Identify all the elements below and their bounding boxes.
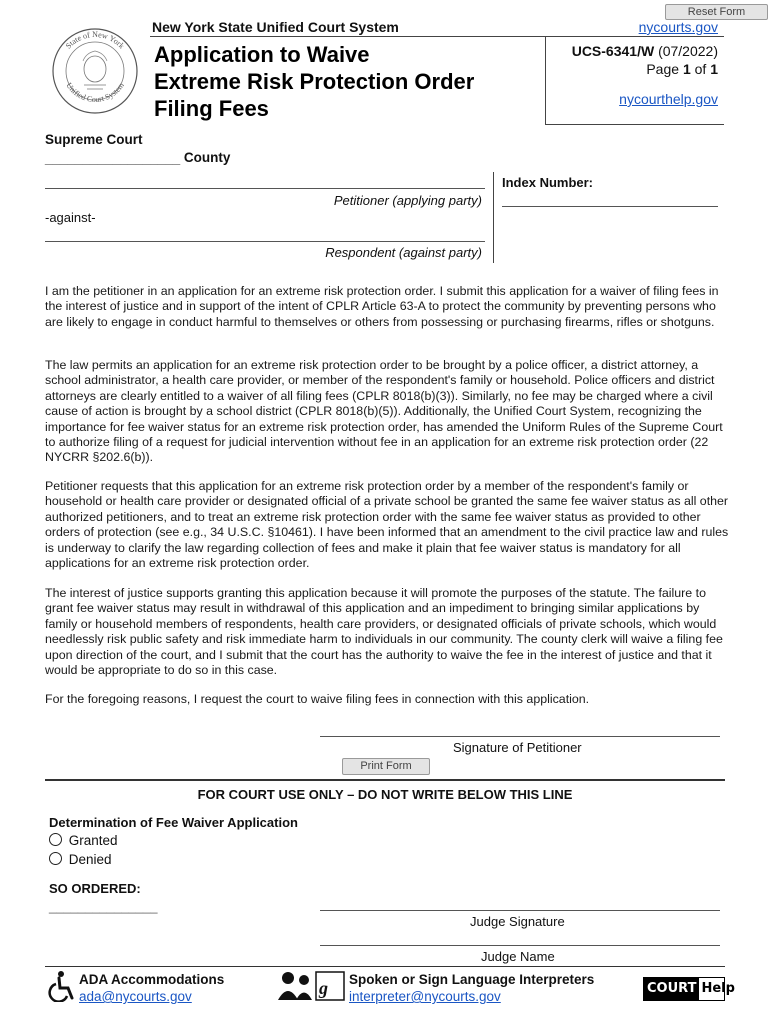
petitioner-signature-label: Signature of Petitioner (453, 740, 582, 755)
svg-text:State of New York: State of New York (63, 29, 127, 51)
body-paragraph-2: The law permits an application for an extreme risk protection order to be brought by a police officer, a district attorney, a school administrator, a health care provider, or member of the respondent's family or household. Police officers and district attorneys are clearly entitled to a waiver of all filing fees (CPLR 8018(b)(3)). Similarly, no fee may be charged where a civil cause of action is brought by a school district (CPLR 8018(b)(5)). Additionally, the Unified Court System, recognizing the importance for fee waiver status for an extreme risk protection order, has amended the Uniform Rules of the Supreme Court to authorize filing of a request for judicial intervention without fee in an application for an extreme risk protection order (22 NYCRR §202.6(b)). (45, 358, 723, 465)
form-number-code: UCS-6341/W (571, 43, 655, 59)
header-rule (150, 36, 724, 37)
against-label: -against- (45, 210, 96, 225)
nys-court-seal (51, 27, 139, 115)
courthelp-logo-help: Help (701, 981, 735, 996)
svg-text:Unified Court System: Unified Court System (64, 80, 126, 104)
so-ordered-label: SO ORDERED: (49, 881, 141, 896)
page-current: 1 (682, 61, 691, 77)
granted-radio[interactable] (49, 833, 62, 846)
denied-option[interactable] (49, 852, 112, 867)
courthelp-logo-court: COURT (644, 978, 699, 1000)
reset-form-button[interactable]: Reset Form (665, 4, 768, 20)
body-paragraph-3: Petitioner requests that this application for an extreme risk protection order by a member of the respondent's family or household or health care provider or designated official of a private school be granted the same fee waiver status as all other authorized petitioners, and to treat an extreme risk protection order with the same fee waiver status as provided to other orders of protection (see e.g., 34 U.S.C. §10461). I have been informed that an amendment to the civil practice law and rules is underway to clarify the law regarding collection of fees and make it plain that fee waiver status is mandatory for all applications for an extreme risk protection order. (45, 479, 729, 571)
court-system-name: New York State Unified Court System (152, 19, 399, 35)
print-form-button[interactable]: Print Form (342, 758, 430, 775)
nycourts-link[interactable]: nycourts.gov (638, 19, 718, 35)
respondent-label: Respondent (against party) (325, 245, 482, 260)
form-number-date: (07/2022) (658, 43, 718, 59)
page-of: of (694, 61, 707, 77)
page-prefix: Page (646, 61, 680, 77)
form-title-line-2: Extreme Risk Protection Order (154, 69, 475, 94)
ada-title: ADA Accommodations (79, 972, 225, 987)
form-title-line-3: Filing Fees (154, 96, 269, 121)
court-use-rule (45, 779, 725, 781)
denied-radio[interactable] (49, 852, 62, 865)
header-divider (545, 36, 546, 124)
body-paragraph-5: For the foregoing reasons, I request the court to waive filing fees in connection with this application. (45, 692, 590, 706)
denied-label: Denied (68, 852, 112, 867)
petitioner-signature-field[interactable] (320, 736, 720, 737)
court-name: Supreme Court (45, 132, 143, 147)
body-paragraph-1: I am the petitioner in an application for an extreme risk protection order. I submit this application for a waiver of filing fees in the interest of justice and in support of the intent of CPLR Article 63-A to protect the community by preventing persons who are likely to engage in conduct harmful to themselves or others from possessing or purchasing firearms, rifles or shotguns. (45, 284, 719, 329)
header-bottom-rule (545, 124, 724, 125)
judge-signature-label: Judge Signature (470, 914, 565, 929)
judge-name-field[interactable] (320, 945, 720, 946)
judge-name-label: Judge Name (481, 949, 555, 964)
granted-label: Granted (68, 833, 118, 848)
order-date-field[interactable]: _______________ (49, 899, 158, 914)
footer-rule (45, 966, 725, 967)
page-indicator (646, 61, 718, 77)
caption-divider (493, 172, 494, 263)
interpreter-icon (276, 970, 346, 1002)
courthelp-logo[interactable] (643, 977, 735, 1001)
interpreter-email-link[interactable]: interpreter@nycourts.gov (349, 989, 501, 1004)
index-number-field[interactable] (502, 206, 718, 207)
respondent-field[interactable] (45, 241, 485, 242)
form-number (572, 43, 718, 59)
county-line (45, 150, 230, 165)
petitioner-label: Petitioner (applying party) (333, 193, 482, 208)
svg-text:g: g (319, 978, 328, 998)
county-blank[interactable]: __________________ (45, 150, 181, 165)
petitioner-field[interactable] (45, 188, 485, 189)
judge-signature-field[interactable] (320, 910, 720, 911)
county-label: County (183, 150, 231, 165)
accessibility-icon (46, 970, 76, 1002)
ada-email-link[interactable]: ada@nycourts.gov (79, 989, 192, 1004)
body-paragraph-4: The interest of justice supports granting this application because it will promote the purposes of the statute. The failure to grant fee waiver status may result in withdrawal of this application and an impediment to bringing similar applications by family or household members of respondents, health care providers, or designated officials of private schools, which would needlessly risk public safety and risk immediate harm to individuals in our community. The county clerk will waive a filing fee upon direction of the court, and I submit that the court has the authority to waive the fee in the interest of justice and that it would be appropriate to do so in this case. (45, 586, 723, 678)
determination-label: Determination of Fee Waiver Application (49, 815, 298, 830)
court-use-heading: FOR COURT USE ONLY – DO NOT WRITE BELOW THIS LINE (197, 787, 573, 802)
form-title-line-1: Application to Waive (154, 42, 370, 67)
index-number-label: Index Number: (502, 175, 594, 190)
interpreter-title: Spoken or Sign Language Interpreters (349, 972, 595, 987)
page-total: 1 (710, 61, 718, 77)
form-title (154, 41, 474, 122)
granted-option[interactable] (49, 833, 118, 848)
nycourthelp-link[interactable]: nycourthelp.gov (619, 91, 718, 107)
